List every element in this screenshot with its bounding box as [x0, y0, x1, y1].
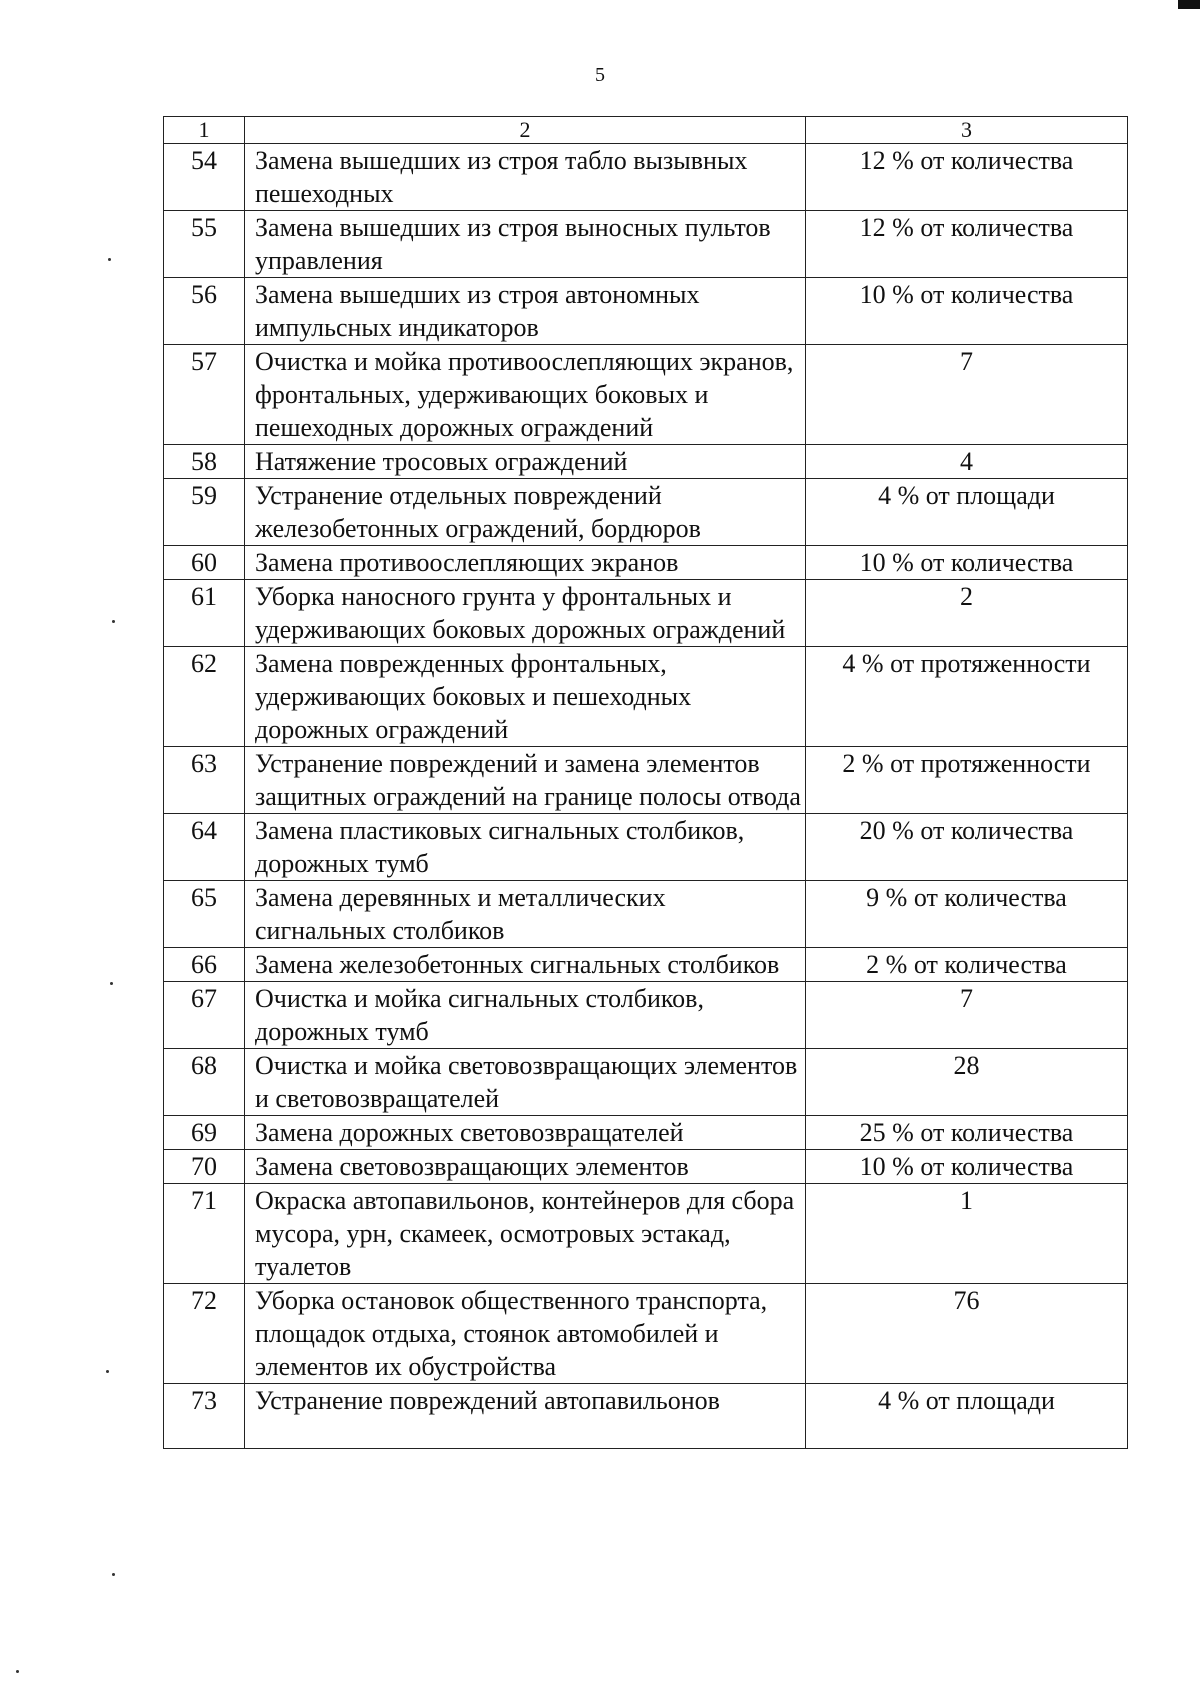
scan-corner-mark: [1178, 0, 1200, 9]
table-row: [164, 982, 1128, 1049]
scan-speck: [112, 620, 115, 623]
norm-value: 9 % от количества: [806, 881, 1128, 948]
norm-value: 4 % от протяженности: [806, 647, 1128, 747]
work-description: Натяжение тросовых ограждений: [245, 445, 806, 479]
row-number: 57: [164, 345, 245, 445]
row-number: 56: [164, 278, 245, 345]
table-row: [164, 345, 1128, 445]
row-number: 73: [164, 1384, 245, 1449]
table-row: [164, 1184, 1128, 1284]
table-row: [164, 144, 1128, 211]
norm-value: 28: [806, 1049, 1128, 1116]
work-description: Замена дорожных световозвращателей: [245, 1116, 806, 1150]
table-row: [164, 580, 1128, 647]
work-description: Замена пластиковых сигнальных столбиков, дорожных тумб: [245, 814, 806, 881]
table-row: [164, 747, 1128, 814]
norm-value: 25 % от количества: [806, 1116, 1128, 1150]
table-row: [164, 1150, 1128, 1184]
norm-value: 10 % от количества: [806, 546, 1128, 580]
table-row: [164, 1384, 1128, 1449]
norm-value: 2: [806, 580, 1128, 647]
table-row: [164, 647, 1128, 747]
work-description: Окраска автопавильонов, контейнеров для сбора мусора, урн, скамеек, осмотровых эстакад, туалетов: [245, 1184, 806, 1284]
row-number: 71: [164, 1184, 245, 1284]
work-description: Уборка остановок общественного транспорта, площадок отдыха, стоянок автомобилей и элементов их обустройства: [245, 1284, 806, 1384]
row-number: 58: [164, 445, 245, 479]
scan-speck: [112, 1573, 115, 1576]
work-description: Очистка и мойка противоослепляющих экранов, фронтальных, удерживающих боковых и пешеходных дорожных ограждений: [245, 345, 806, 445]
row-number: 65: [164, 881, 245, 948]
row-number: 60: [164, 546, 245, 580]
norm-value: 12 % от количества: [806, 211, 1128, 278]
table-row: [164, 814, 1128, 881]
row-number: 62: [164, 647, 245, 747]
table-header-row: [164, 117, 1128, 144]
page-number: 5: [595, 64, 605, 86]
norm-value: 20 % от количества: [806, 814, 1128, 881]
table-row: [164, 1049, 1128, 1116]
row-number: 67: [164, 982, 245, 1049]
norm-value: 4: [806, 445, 1128, 479]
column-header-number: 1: [164, 117, 245, 144]
work-description: Замена деревянных и металлических сигнальных столбиков: [245, 881, 806, 948]
work-description: Замена вышедших из строя выносных пультов управления: [245, 211, 806, 278]
row-number: 64: [164, 814, 245, 881]
row-number: 59: [164, 479, 245, 546]
row-number: 55: [164, 211, 245, 278]
table-row: [164, 278, 1128, 345]
table-row: [164, 948, 1128, 982]
norm-value: 7: [806, 982, 1128, 1049]
work-description: Уборка наносного грунта у фронтальных и удерживающих боковых дорожных ограждений: [245, 580, 806, 647]
work-description: Замена световозвращающих элементов: [245, 1150, 806, 1184]
work-description: Замена противоослепляющих экранов: [245, 546, 806, 580]
row-number: 69: [164, 1116, 245, 1150]
table-row: [164, 1116, 1128, 1150]
table-row: [164, 1284, 1128, 1384]
scan-speck: [110, 982, 113, 985]
norm-value: 10 % от количества: [806, 1150, 1128, 1184]
work-description: Очистка и мойка сигнальных столбиков, дорожных тумб: [245, 982, 806, 1049]
norm-value: 7: [806, 345, 1128, 445]
norm-value: 1: [806, 1184, 1128, 1284]
row-number: 70: [164, 1150, 245, 1184]
row-number: 72: [164, 1284, 245, 1384]
work-description: Замена вышедших из строя автономных импульсных индикаторов: [245, 278, 806, 345]
row-number: 54: [164, 144, 245, 211]
scan-speck: [16, 1670, 19, 1673]
row-number: 66: [164, 948, 245, 982]
row-number: 61: [164, 580, 245, 647]
norm-value: 12 % от количества: [806, 144, 1128, 211]
table-row: [164, 479, 1128, 546]
work-description: Замена вышедших из строя табло вызывных пешеходных: [245, 144, 806, 211]
table-row: [164, 211, 1128, 278]
column-header-work: 2: [245, 117, 806, 144]
norm-value: 4 % от площади: [806, 479, 1128, 546]
work-description: Замена железобетонных сигнальных столбиков: [245, 948, 806, 982]
column-header-norm: 3: [806, 117, 1128, 144]
table-row: [164, 546, 1128, 580]
scan-speck: [106, 1370, 109, 1373]
norm-value: 76: [806, 1284, 1128, 1384]
row-number: 68: [164, 1049, 245, 1116]
table-row: [164, 881, 1128, 948]
norm-value: 4 % от площади: [806, 1384, 1128, 1449]
norm-value: 2 % от протяженности: [806, 747, 1128, 814]
work-description: Устранение повреждений и замена элементов защитных ограждений на границе полосы отвода: [245, 747, 806, 814]
table-row: [164, 445, 1128, 479]
scan-speck: [108, 258, 111, 261]
work-description: Замена поврежденных фронтальных, удерживающих боковых и пешеходных дорожных ограждений: [245, 647, 806, 747]
work-description: Очистка и мойка световозвращающих элементов и световозвращателей: [245, 1049, 806, 1116]
row-number: 63: [164, 747, 245, 814]
work-description: Устранение отдельных повреждений железобетонных ограждений, бордюров: [245, 479, 806, 546]
maintenance-norms-table: [163, 116, 1128, 1449]
norm-value: 2 % от количества: [806, 948, 1128, 982]
work-description: Устранение повреждений автопавильонов: [245, 1384, 806, 1449]
norm-value: 10 % от количества: [806, 278, 1128, 345]
